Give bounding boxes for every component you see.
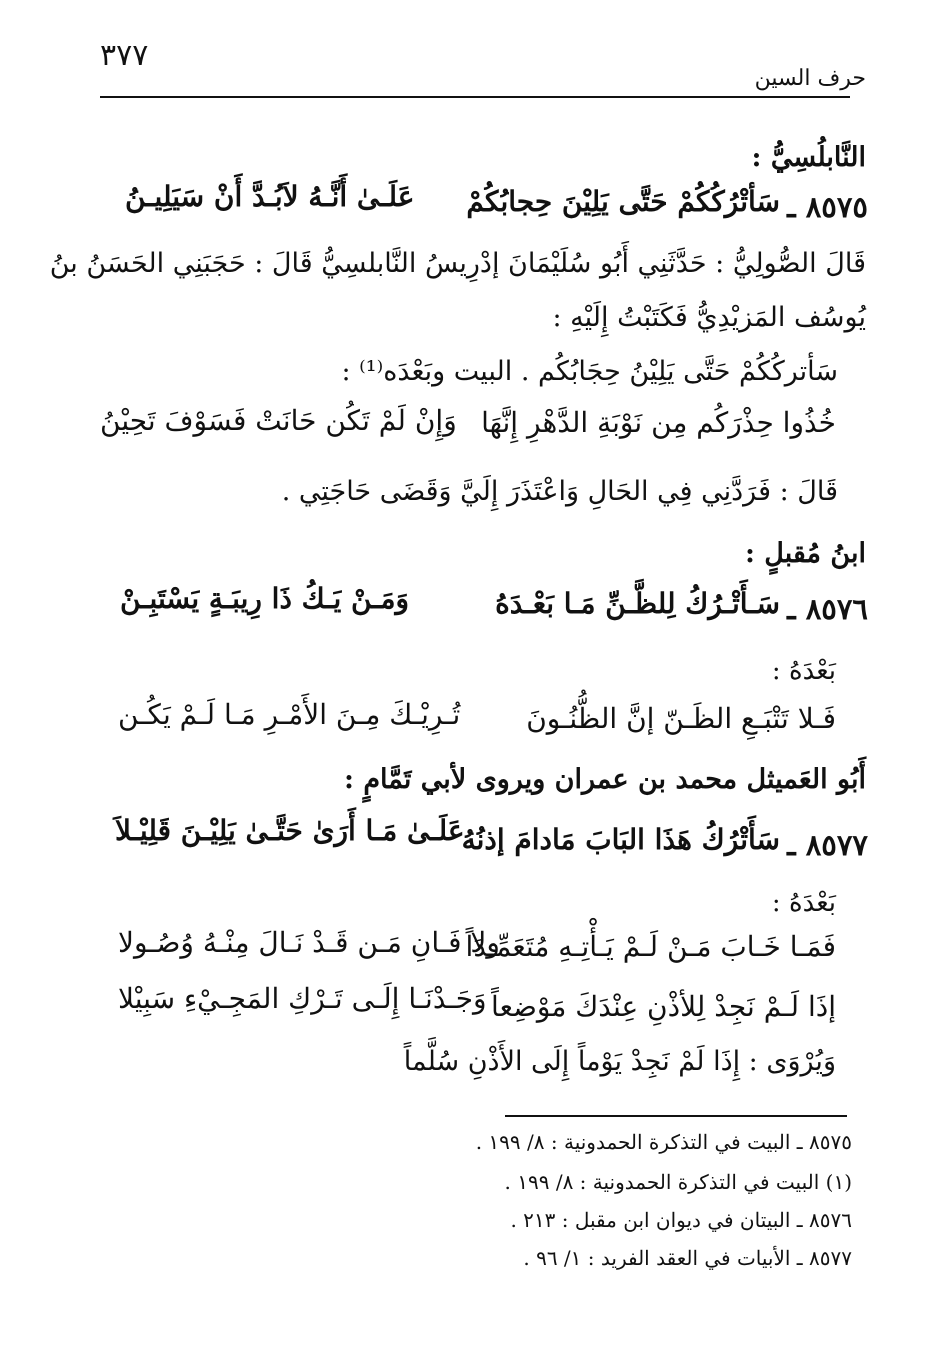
prose-line-4: قَالَ : فَرَدَّنِي فِي الحَالِ وَاعْتَذَرَ إِلَيَّ وَقَضَى حَاجَتِي . — [281, 476, 838, 507]
verse-number-8576: ٨٥٧٦ ـ — [787, 592, 868, 626]
poet-name-ibn-muqbil: ابنُ مُقبلٍ : — [744, 538, 866, 569]
poet-name-abu-al-amaythal: أَبُو العَميثل محمد بن عمران ويروى لأبي تَمَّامٍ : — [343, 764, 866, 795]
verse-8577b-second-hemistich: ولا فَـانِ مَـن قَـدْ نَـالَ مِنْـهُ وُصُـولا — [118, 926, 500, 959]
after-label-8577: بَعْدَهُ : — [771, 888, 836, 918]
footnote-8575: ٨٥٧٥ ـ البيت في التذكرة الحمدونية : ٨/ ١٩٩ . — [475, 1130, 852, 1154]
verse-8576b-second-hemistich: تُـرِيْـكَ مِـنَ الأَمْـرِ مَـا لَـمْ يَكُـن — [118, 698, 461, 731]
verse-8577c-second-hemistich: وَجَـدْنَـا إِلَـى تَـرْكِ المَجِـيْءِ سَبِيْلا — [118, 982, 487, 1015]
verse-8577c-first-hemistich: إذَا لَـمْ نَجِدْ لِلأذْنِ عِنْدَكَ مَوْضِعاً — [491, 990, 836, 1023]
prose-line-1: قَالَ الصُّولِيُّ : حَدَّثَنِي أَبُو سُلَيْمَانَ إدْرِيسُ النَّابلسِيُّ قَالَ : حَجَبَنِي الحَسَنُ بنُ — [49, 248, 866, 279]
verse-8575-first-hemistich: سَأتْرُكُكُمْ حَتَّى يَلِيْنَ حِجابُكُمْ — [466, 185, 780, 218]
verse-8576-second-hemistich: وَمَـنْ يَـكُ ذَا رِيبَـةٍ يَسْتَبِـنْ — [120, 582, 410, 615]
footnote-rule — [505, 1115, 847, 1117]
page-number: ٣٧٧ — [100, 38, 149, 73]
verse-8576-first-hemistich: سَـأَتْـرُكُ لِلظَّـنِّ مَـا بَعْـدَهُ — [495, 587, 780, 620]
prose-line-3: سَأتركُكُمْ حَتَّى يَلِيْنُ حِجَابُكُم . البيت وبَعْدَه⁽¹⁾ : — [341, 356, 838, 387]
poet-name-nabulsi: النَّابلُسِيُّ : — [751, 142, 866, 173]
header-rule — [100, 96, 850, 98]
verse-number-8575: ٨٥٧٥ ـ — [787, 190, 868, 224]
verse-8577-second-hemistich: عَلَـىٰ مَـا أَرَىٰ حَتَّـىٰ يَلِيْـنَ قَلِيْـلاَ — [115, 814, 465, 847]
verse-8576b-first-hemistich: فَـلا تَتْبَـعِ الظَـنّ إنَّ الظُّنُـونَ — [526, 702, 836, 735]
footnote-8576: ٨٥٧٦ ـ البيتان في ديوان ابن مقبل : ٢١٣ . — [510, 1208, 852, 1232]
verse-number-8577: ٨٥٧٧ ـ — [787, 828, 868, 862]
running-title: حرف السين — [754, 66, 866, 91]
quoted-verse-second-hemistich: وَإِنْ لَمْ تَكُن حَانَتْ فَسَوْفَ تَحِيْنُ — [100, 404, 457, 437]
quoted-verse-first-hemistich: خُذُوا حِذْرَكُم مِن نَوْبَةِ الدَّهْرِ إِنَّهَا — [481, 406, 836, 439]
prose-line-2: يُوسُف المَزيْدِيُّ فَكَتَبْتُ إِلَيْهِ : — [552, 302, 866, 333]
verse-8577b-first-hemistich: فَمَـا خَـابَ مَـنْ لَـمْ يَـأْتِـهِ مُتَعَمِّـدَاً — [465, 930, 836, 963]
variant-reading: وَيُرْوَى : إِذَا لَمْ نَجِدْ يَوْماً إِلَى الأَذْنِ سُلَّماً — [403, 1046, 836, 1077]
verse-8577-first-hemistich: سَأَتْرُكُ هَذَا البَابَ مَادامَ إذنُهُ — [461, 823, 780, 856]
footnote-8577: ٨٥٧٧ ـ الأبيات في العقد الفريد : ١/ ٩٦ . — [523, 1246, 852, 1270]
verse-8575-second-hemistich: عَلَـىٰ أَنَّـهُ لاَبُـدَّ أَنْ سَيَلِيـنُ — [125, 180, 415, 213]
footnote-1: (١) البيت في التذكرة الحمدونية : ٨/ ١٩٩ . — [504, 1170, 852, 1194]
after-label-8576: بَعْدَهُ : — [771, 656, 836, 686]
